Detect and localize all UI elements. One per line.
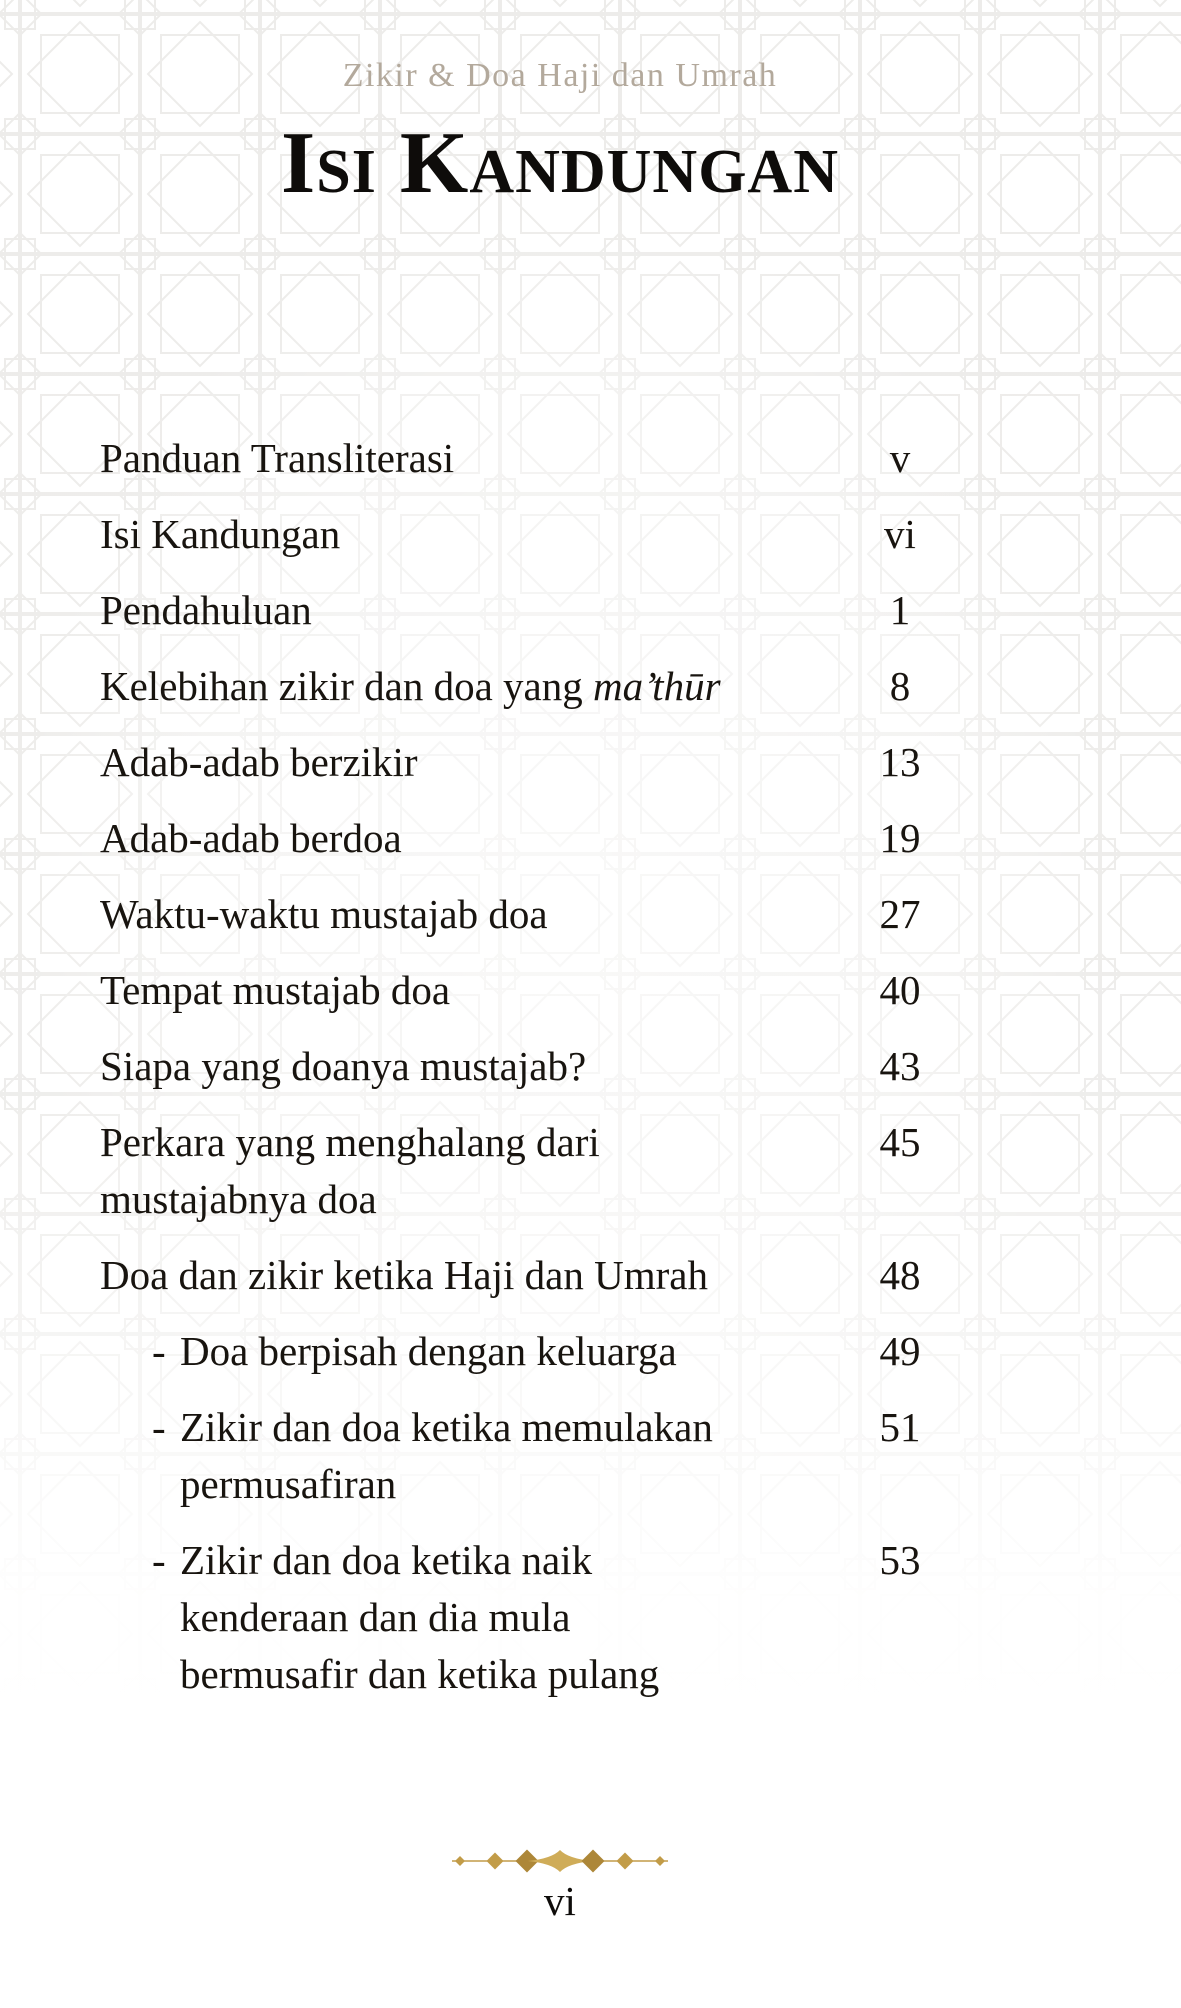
toc-entry-page: 8 <box>889 663 911 709</box>
toc-entry-page: 19 <box>879 815 921 861</box>
toc-entry <box>100 810 960 867</box>
toc-entry-page: 48 <box>879 1252 921 1298</box>
toc-entry-page: 13 <box>879 739 921 785</box>
toc-entry-label: Perkara yang menghalang dari mustajabnya doa <box>100 1119 600 1222</box>
toc-entry-label: Kelebihan zikir dan doa yang ma’thūr <box>100 663 721 709</box>
toc-entry-page: 40 <box>879 967 921 1013</box>
page-footer <box>0 1848 1120 1924</box>
toc-entry-label: Tempat mustajab doa <box>100 967 451 1013</box>
toc-entry-page: 51 <box>879 1404 921 1450</box>
toc-entry <box>100 1038 960 1095</box>
toc-entry-label: Panduan Transliterasi <box>100 435 455 481</box>
toc-entry-label: Doa dan zikir ketika Haji dan Umrah <box>100 1252 708 1298</box>
toc-entry-page: v <box>889 435 911 481</box>
toc-entry <box>100 506 960 563</box>
toc-entry-label: Pendahuluan <box>100 587 312 633</box>
toc-entry-page: 27 <box>879 891 921 937</box>
page-title: Isi Kandungan <box>281 115 839 212</box>
toc-entry <box>100 582 960 639</box>
toc-entry <box>100 886 960 943</box>
toc-entry <box>100 962 960 1019</box>
toc-entry <box>100 1247 960 1304</box>
toc-entry-label: Adab-adab berdoa <box>100 815 402 861</box>
toc-entry <box>100 658 960 715</box>
toc-entry-page: 53 <box>879 1537 921 1583</box>
toc-entry-label: Zikir dan doa ketika memulakan permusafiran <box>180 1404 713 1507</box>
toc-entry-label: Doa berpisah dengan keluarga <box>180 1328 677 1374</box>
toc-entry-page: 49 <box>879 1328 921 1374</box>
toc-entry <box>100 1399 960 1513</box>
toc-entry-dash: - <box>152 1404 166 1450</box>
toc-entry <box>100 1114 960 1228</box>
toc-entry-label: Zikir dan doa ketika naik kenderaan dan dia mula bermusafir dan ketika pulang <box>180 1537 660 1697</box>
toc-entry-label: Waktu-waktu mustajab doa <box>100 891 548 937</box>
toc-entry-label: Isi Kandungan <box>100 511 341 557</box>
diamond-divider-icon <box>450 1848 670 1874</box>
toc-entry <box>100 734 960 791</box>
toc-entry-page: 1 <box>889 587 911 633</box>
toc-entry <box>100 430 960 487</box>
toc-entry <box>100 1532 960 1703</box>
folio-page-number: vi <box>544 1878 576 1924</box>
toc-entry-dash: - <box>152 1328 166 1374</box>
toc-entry-page: vi <box>884 511 916 557</box>
toc-entry <box>100 1323 960 1380</box>
toc-entry-page: 45 <box>879 1119 921 1165</box>
toc-entry-page: 43 <box>879 1043 921 1089</box>
toc-entry-label: Adab-adab berzikir <box>100 739 418 785</box>
toc-entry-label: Siapa yang doanya mustajab? <box>100 1043 587 1089</box>
toc-list <box>100 430 960 1722</box>
running-header: Zikir & Doa Haji dan Umrah <box>342 57 778 94</box>
toc-entry-dash: - <box>152 1537 166 1583</box>
